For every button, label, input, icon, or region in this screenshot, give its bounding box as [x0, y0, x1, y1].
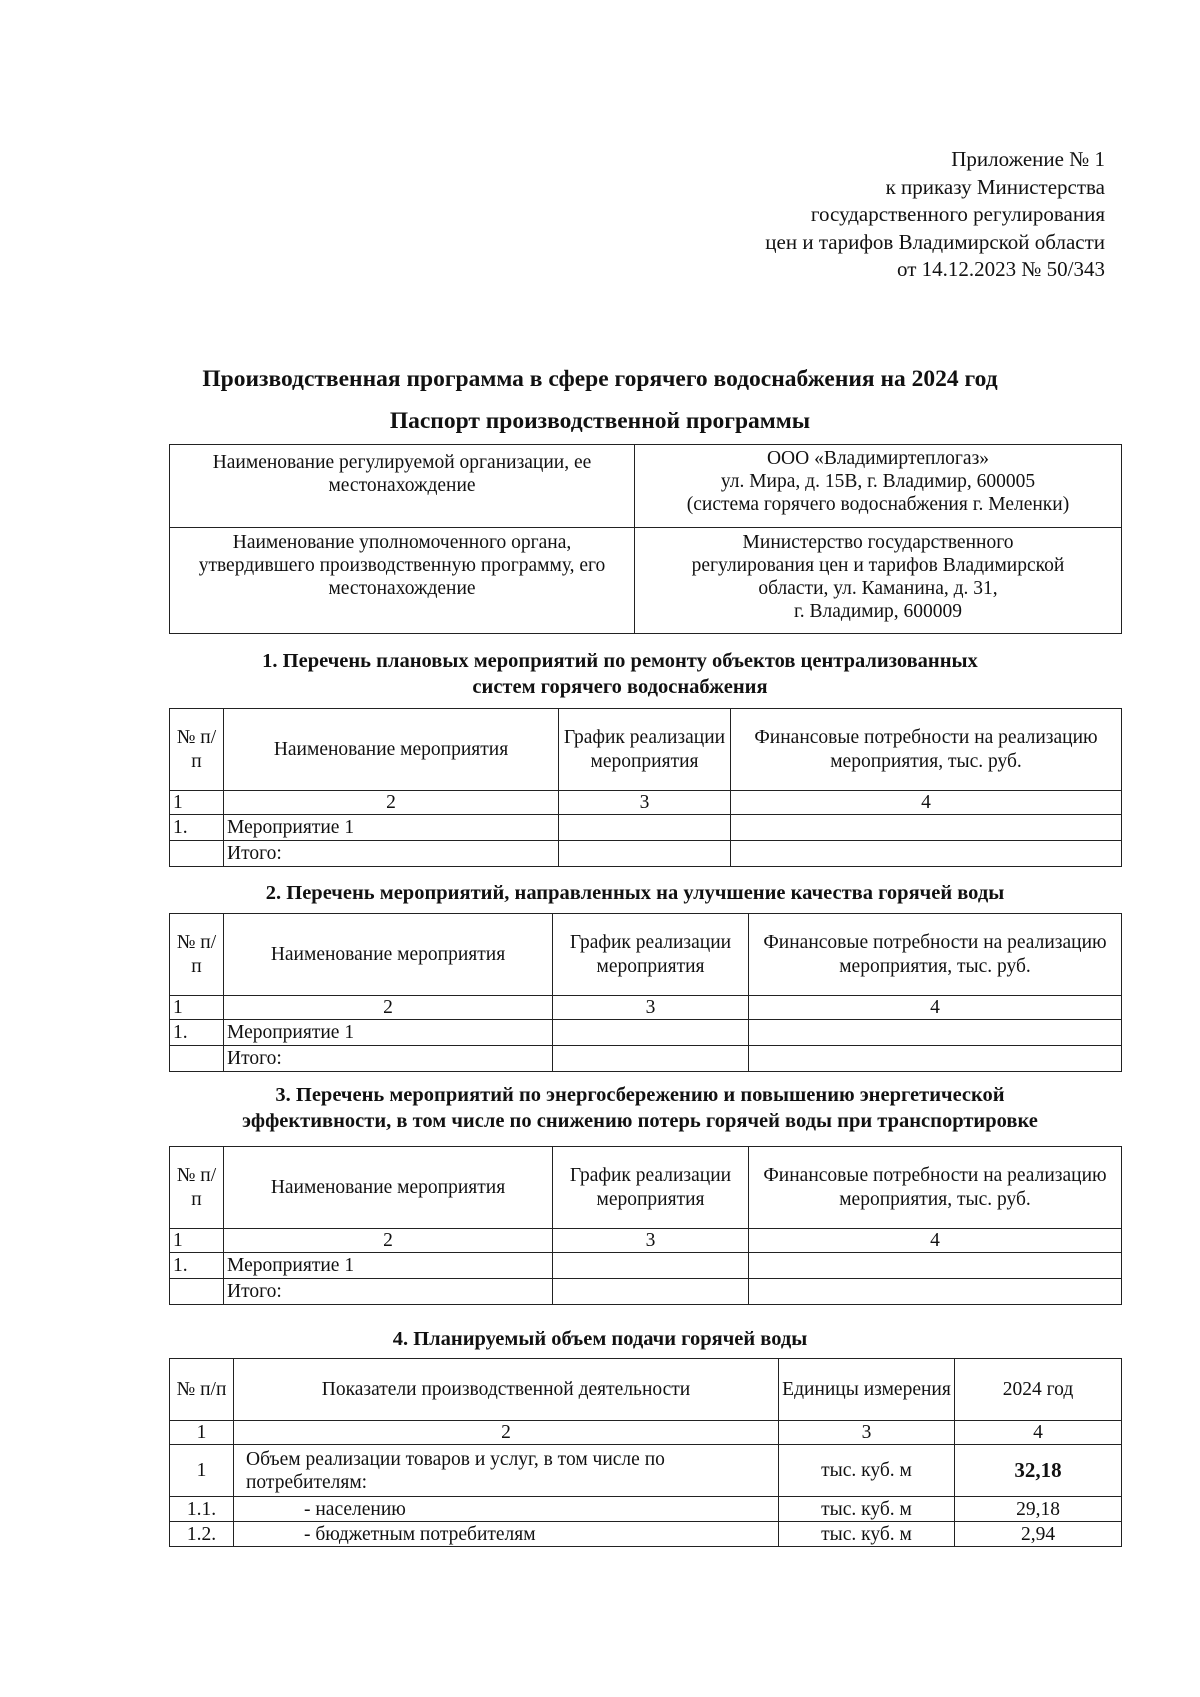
row-value: 29,18 — [955, 1497, 1122, 1522]
index-cell: 4 — [749, 996, 1122, 1020]
row-schedule — [559, 815, 731, 841]
col-schedule: График реализации мероприятия — [559, 709, 731, 791]
table-row — [170, 1020, 1122, 1046]
row-finance — [731, 815, 1122, 841]
table-row — [170, 1497, 1122, 1522]
table-row — [170, 1046, 1122, 1072]
index-cell: 2 — [234, 1421, 779, 1445]
col-finance: Финансовые потребности на реализацию мероприятия, тыс. руб. — [749, 914, 1122, 996]
passport-org-label: Наименование регулируемой организации, ее местонахождение — [170, 445, 635, 528]
row-schedule — [553, 1020, 749, 1046]
section2-title: 2. Перечень мероприятий, направленных на улучшение качества горячей воды — [265, 882, 1005, 904]
passport-title: Паспорт производственной программы — [389, 408, 811, 434]
index-cell: 3 — [553, 1229, 749, 1253]
index-cell: 4 — [731, 791, 1122, 815]
table-row — [170, 528, 1122, 634]
row-unit: тыс. куб. м — [779, 1445, 955, 1497]
section1-title — [0, 648, 1200, 700]
row-unit: тыс. куб. м — [779, 1522, 955, 1547]
index-cell: 4 — [955, 1421, 1122, 1445]
row-no: 1. — [170, 1253, 224, 1279]
col-schedule: График реализации мероприятия — [553, 914, 749, 996]
col-indicator: Показатели производственной деятельности — [234, 1359, 779, 1421]
passport-authority-value — [635, 528, 1122, 634]
appendix-header — [765, 146, 1105, 284]
table-header-row — [170, 709, 1122, 791]
authority-line: г. Владимир, 600009 — [793, 601, 963, 622]
passport-authority-label: Наименование уполномоченного органа, утвердившего производственную программу, его местонахождение — [170, 528, 635, 634]
row-no: 1. — [170, 815, 224, 841]
authority-line: области, ул. Каманина, д. 31, — [758, 578, 998, 599]
col-finance: Финансовые потребности на реализацию мероприятия, тыс. руб. — [731, 709, 1122, 791]
col-finance: Финансовые потребности на реализацию мероприятия, тыс. руб. — [749, 1147, 1122, 1229]
table-row — [170, 841, 1122, 867]
passport-org-value — [635, 445, 1122, 528]
table-index-row — [170, 791, 1122, 815]
row-value: 32,18 — [955, 1445, 1122, 1497]
section1-table — [169, 708, 1122, 867]
col-name: Наименование мероприятия — [224, 914, 553, 996]
table-index-row — [170, 1229, 1122, 1253]
row-unit: тыс. куб. м — [779, 1497, 955, 1522]
org-address: ул. Мира, д. 15В, г. Владимир, 600005 — [720, 471, 1036, 492]
table-header-row — [170, 1359, 1122, 1421]
table-header-row — [170, 1147, 1122, 1229]
row-finance — [749, 1020, 1122, 1046]
col-name: Наименование мероприятия — [224, 1147, 553, 1229]
section2-table — [169, 913, 1122, 1072]
header-line: государственного регулирования — [810, 202, 1105, 226]
row-schedule — [553, 1279, 749, 1305]
index-cell: 1 — [170, 1229, 224, 1253]
row-name: Мероприятие 1 — [224, 1253, 553, 1279]
table-index-row — [170, 996, 1122, 1020]
header-line: к приказу Министерства — [885, 174, 1105, 199]
section4-table — [169, 1358, 1122, 1547]
col-name: Наименование мероприятия — [224, 709, 559, 791]
row-finance — [749, 1279, 1122, 1305]
row-name: Мероприятие 1 — [224, 815, 559, 841]
index-cell: 4 — [749, 1229, 1122, 1253]
table-row — [170, 1522, 1122, 1547]
row-no: 1.1. — [170, 1497, 234, 1522]
col-year: 2024 год — [955, 1359, 1122, 1421]
authority-line: Министерство государственного — [742, 532, 1014, 553]
authority-line: регулирования цен и тарифов Владимирской — [691, 555, 1065, 576]
index-cell: 1 — [170, 996, 224, 1020]
table-row — [170, 1445, 1122, 1497]
row-finance — [749, 1253, 1122, 1279]
row-finance — [731, 841, 1122, 867]
row-total: Итого: — [224, 1046, 553, 1072]
section3-table — [169, 1146, 1122, 1305]
table-row — [170, 815, 1122, 841]
row-name: Мероприятие 1 — [224, 1020, 553, 1046]
col-no: № п/п — [170, 709, 224, 791]
index-cell: 2 — [224, 1229, 553, 1253]
section3-title-line: 3. Перечень мероприятий по энергосбережению и повышению энергетической — [275, 1084, 1005, 1106]
org-system: (система горячего водоснабжения г. Меленки) — [686, 494, 1070, 515]
index-cell: 2 — [224, 791, 559, 815]
col-schedule: График реализации мероприятия — [553, 1147, 749, 1229]
col-no: № п/п — [170, 1359, 234, 1421]
row-indicator: Объем реализации товаров и услуг, в том числе по потребителям: — [234, 1445, 779, 1497]
row-value: 2,94 — [955, 1522, 1122, 1547]
row-schedule — [553, 1253, 749, 1279]
col-no: № п/п — [170, 1147, 224, 1229]
index-cell: 1 — [170, 1421, 234, 1445]
passport-table — [169, 444, 1122, 634]
index-cell: 3 — [779, 1421, 955, 1445]
col-no: № п/п — [170, 914, 224, 996]
section3-title — [0, 1082, 1200, 1134]
row-no: 1 — [170, 1445, 234, 1497]
table-row — [170, 445, 1122, 528]
row-total: Итого: — [224, 841, 559, 867]
row-no — [170, 1279, 224, 1305]
row-no: 1. — [170, 1020, 224, 1046]
header-line: Приложение № 1 — [951, 147, 1105, 171]
table-header-row — [170, 914, 1122, 996]
org-name: ООО «Владимиртеплогаз» — [766, 448, 990, 469]
col-unit: Единицы измерения — [779, 1359, 955, 1421]
row-finance — [749, 1046, 1122, 1072]
section1-title-line: систем горячего водоснабжения — [472, 676, 768, 698]
document-title: Производственная программа в сфере горячего водоснабжения на 2024 год — [202, 366, 998, 392]
section3-title-line: эффективности, в том числе по снижению потерь горячей воды при транспортировке — [242, 1110, 1038, 1132]
index-cell: 3 — [559, 791, 731, 815]
row-no — [170, 1046, 224, 1072]
row-indicator: - населению — [234, 1497, 779, 1522]
header-line: цен и тарифов Владимирской области — [765, 229, 1105, 254]
table-row — [170, 1253, 1122, 1279]
row-no: 1.2. — [170, 1522, 234, 1547]
section1-title-line: 1. Перечень плановых мероприятий по ремонту объектов централизованных — [262, 650, 978, 672]
row-no — [170, 841, 224, 867]
table-row — [170, 1279, 1122, 1305]
row-total: Итого: — [224, 1279, 553, 1305]
index-cell: 2 — [224, 996, 553, 1020]
section4-title: 4. Планируемый объем подачи горячей воды — [392, 1328, 808, 1350]
row-schedule — [553, 1046, 749, 1072]
row-schedule — [559, 841, 731, 867]
table-index-row — [170, 1421, 1122, 1445]
index-cell: 1 — [170, 791, 224, 815]
row-indicator: - бюджетным потребителям — [234, 1522, 779, 1547]
header-line: от 14.12.2023 № 50/343 — [896, 257, 1105, 281]
index-cell: 3 — [553, 996, 749, 1020]
